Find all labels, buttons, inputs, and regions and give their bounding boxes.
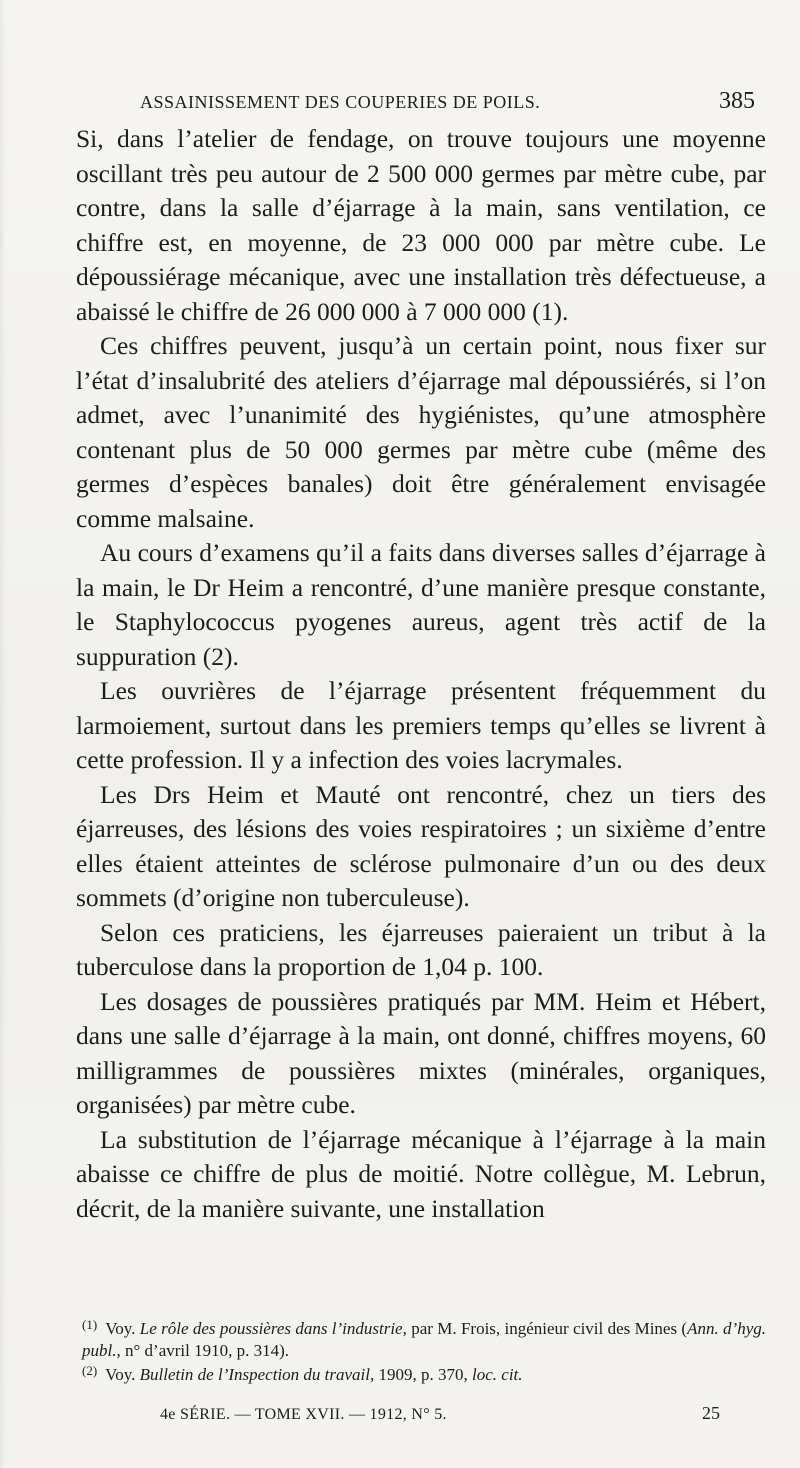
signature-line: [160, 1403, 720, 1424]
footnote-lead: Voy.: [105, 1365, 136, 1384]
paragraph-staphylococcus-text: Au cours d’examens qu’il a faits dans diverses salles d’éjarrage à la main, le Dr Heim a rencontré, d’une manière presque constante, le Staphylococcus pyogenes aureus, agent très actif de la suppuration (2).: [76, 538, 766, 671]
body-text: [76, 122, 766, 1226]
paragraph-tuberculose: Selon ces praticiens, les éjarreuses paieraient un tribut à la tuberculose dans la proportion de 1,04 p. 100.: [76, 917, 766, 981]
footnote-journal: loc. cit.: [472, 1365, 523, 1384]
footnote-rest: 1909, p. 370,: [378, 1365, 468, 1384]
footnote-1: [82, 1318, 766, 1361]
page-number: 385: [719, 88, 755, 114]
paragraph-lesions: Les Drs Heim et Mauté ont rencontré, chez un tiers des éjarreuses, des lésions des voies respiratoires ; un sixième d’entre elles étaient atteintes de sclérose pulmonaire d’un ou des deux sommets (d’origine non tuberculeuse).: [76, 779, 766, 912]
footnote-rest: par M. Frois, ingénieur civil des Mines (: [411, 1319, 688, 1338]
sheet-number: 25: [702, 1403, 720, 1423]
footnote-title: Bulletin de l’Inspection du travail,: [139, 1365, 375, 1384]
paragraph-staphylococcus: [76, 536, 766, 674]
footnotes: [82, 1318, 766, 1386]
running-title: ASSAINISSEMENT DES COUPERIES DE POILS.: [140, 92, 541, 112]
footnote-lead: Voy.: [105, 1319, 136, 1338]
footnote-title: Le rôle des poussières dans l’industrie,: [139, 1319, 407, 1338]
paragraph-dosages: Les dosages de poussières pratiqués par MM. Heim et Hébert, dans une salle d’éjarrage à la main, ont donné, chiffres moyens, 60 milligrammes de poussières mixtes (minérales, organiques, organisées) par mètre cube.: [76, 986, 766, 1119]
footnote-journal: Ann. d’hyg. publ.,: [82, 1319, 767, 1360]
running-header: [140, 88, 755, 118]
footnote-marker: (2): [82, 1363, 98, 1378]
paragraph-larmoiement: Les ouvrières de l’éjarrage présentent fréquemment du larmoiement, surtout dans les premiers temps qu’elles se livrent à cette profession. Il y a infection des voies lacrymales.: [76, 676, 766, 774]
footnote-2: [82, 1364, 766, 1386]
footnote-tail: n° d’avril 1910, p. 314).: [124, 1341, 290, 1360]
paragraph-insalubrite: Ces chiffres peuvent, jusqu’à un certain point, nous fixer sur l’état d’insalubrité des ateliers d’éjarrage mal dépoussiérés, si l’on admet, avec l’unanimité des hygiénistes, qu’une atmosphère contenant plus de 50 000 germes par mètre cube (même des germes d’espèces banales) doit être généralement envisagée comme malsaine.: [76, 331, 766, 533]
footnote-marker: (1): [82, 1317, 98, 1332]
paragraph-fendage: Si, dans l’atelier de fendage, on trouve toujours une moyenne oscillant très peu autour de 2 500 000 germes par mètre cube, par contre, dans la salle d’éjarrage à la main, sans ventilation, ce chiffre est, en moyenne, de 23 000 000 par mètre cube. Le dépoussiérage mécanique, avec une installation très défectueuse, a abaissé le chiffre de 26 000 000 à 7 000 000 (1).: [76, 124, 766, 326]
page-edge-shadow: [0, 0, 6, 1468]
paragraph-substitution: La substitution de l’éjarrage mécanique à l’éjarrage à la main abaisse ce chiffre de plus de moitié. Notre collègue, M. Lebrun, décrit, de la manière suivante, une installation: [76, 1124, 766, 1223]
series-label: 4e SÉRIE. — TOME XVII. — 1912, N° 5.: [160, 1406, 447, 1423]
